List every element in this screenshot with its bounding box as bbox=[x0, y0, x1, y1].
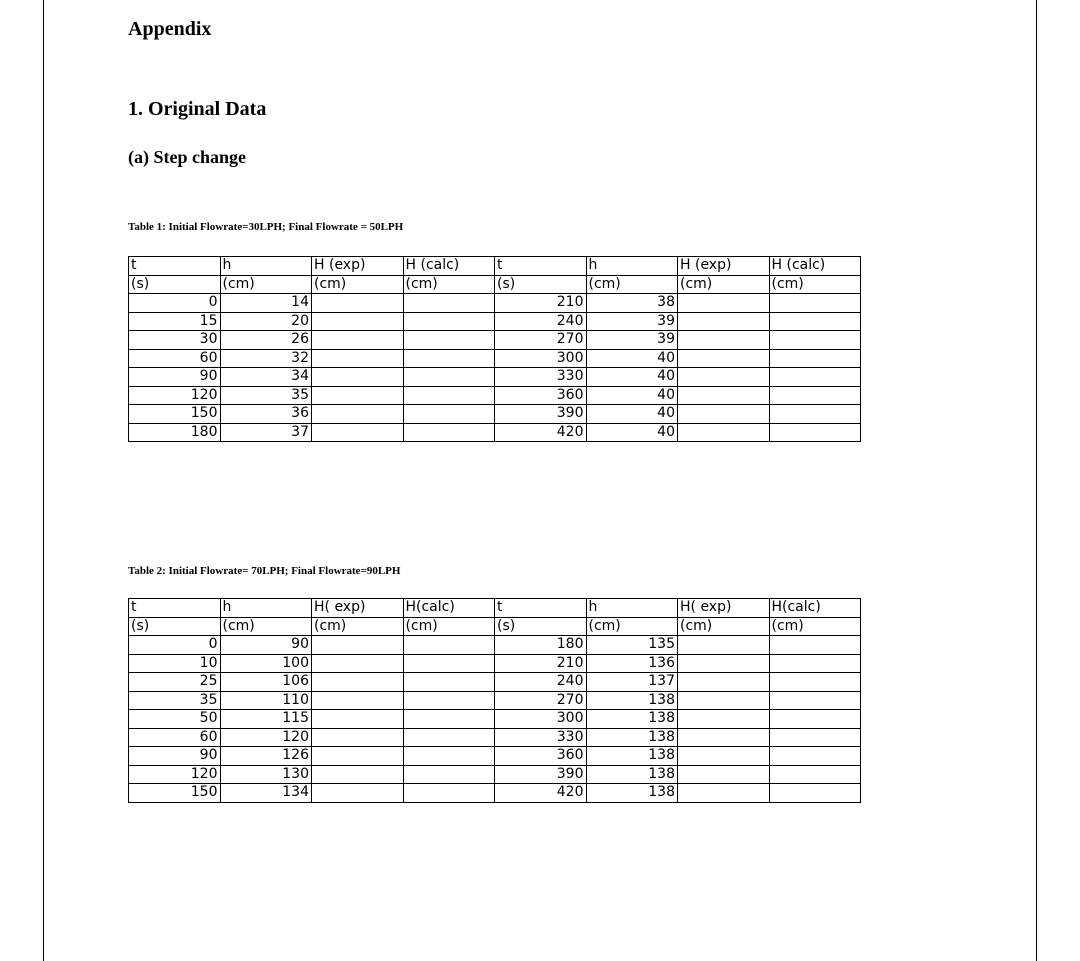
table-cell: 60 bbox=[129, 349, 221, 368]
table-cell bbox=[312, 331, 404, 350]
table-cell bbox=[769, 368, 861, 387]
table-cell: 115 bbox=[220, 710, 312, 729]
table-cell: 420 bbox=[495, 423, 587, 442]
table-cell bbox=[678, 747, 770, 766]
table-cell bbox=[312, 765, 404, 784]
table-cell: 134 bbox=[220, 784, 312, 803]
table-cell: 36 bbox=[220, 405, 312, 424]
table-cell bbox=[769, 312, 861, 331]
table-cell bbox=[312, 784, 404, 803]
table2-units-cell: (cm) bbox=[403, 617, 495, 636]
table-cell: 300 bbox=[495, 349, 587, 368]
table-cell: 210 bbox=[495, 294, 587, 313]
table-cell bbox=[678, 765, 770, 784]
table-cell: 210 bbox=[495, 654, 587, 673]
table2-units-cell: (cm) bbox=[586, 617, 678, 636]
table-cell: 90 bbox=[129, 368, 221, 387]
table-cell bbox=[312, 710, 404, 729]
table-cell bbox=[769, 728, 861, 747]
table-cell bbox=[312, 728, 404, 747]
table-cell bbox=[403, 765, 495, 784]
table-cell: 138 bbox=[586, 728, 678, 747]
table-cell bbox=[678, 691, 770, 710]
table2-units-cell: (cm) bbox=[220, 617, 312, 636]
table-cell bbox=[403, 368, 495, 387]
table-cell: 135 bbox=[586, 636, 678, 655]
table-row bbox=[129, 312, 861, 331]
table-cell: 0 bbox=[129, 636, 221, 655]
table1-units-cell: (s) bbox=[495, 275, 587, 294]
table1-units-cell: (cm) bbox=[312, 275, 404, 294]
table-cell: 138 bbox=[586, 710, 678, 729]
table1-header-cell: h bbox=[586, 257, 678, 276]
table-row bbox=[129, 349, 861, 368]
table-row bbox=[129, 331, 861, 350]
table1-units-cell: (cm) bbox=[220, 275, 312, 294]
table2-header-cell: H( exp) bbox=[678, 599, 770, 618]
table-cell bbox=[769, 331, 861, 350]
table-cell: 300 bbox=[495, 710, 587, 729]
table-row bbox=[129, 386, 861, 405]
table-cell: 40 bbox=[586, 386, 678, 405]
table-cell: 15 bbox=[129, 312, 221, 331]
table-cell bbox=[403, 312, 495, 331]
table1-header-cell: H (calc) bbox=[403, 257, 495, 276]
table-cell: 390 bbox=[495, 405, 587, 424]
table1-header-cell: t bbox=[129, 257, 221, 276]
table1-caption: Table 1: Initial Flowrate=30LPH; Final Flowrate = 50LPH bbox=[128, 221, 404, 233]
table-cell: 38 bbox=[586, 294, 678, 313]
table-cell: 39 bbox=[586, 312, 678, 331]
table-cell bbox=[403, 331, 495, 350]
table-row bbox=[129, 710, 861, 729]
table-cell: 270 bbox=[495, 331, 587, 350]
table-cell bbox=[769, 405, 861, 424]
table-row bbox=[129, 294, 861, 313]
table-cell bbox=[769, 654, 861, 673]
table1-units-cell: (cm) bbox=[678, 275, 770, 294]
table-cell bbox=[678, 673, 770, 692]
table-cell bbox=[769, 423, 861, 442]
table-cell: 150 bbox=[129, 405, 221, 424]
table2 bbox=[128, 598, 861, 803]
table2-header-cell: H( exp) bbox=[312, 599, 404, 618]
table-cell bbox=[678, 654, 770, 673]
table2-header-cell: H(calc) bbox=[403, 599, 495, 618]
table-cell bbox=[312, 368, 404, 387]
section-title: 1. Original Data bbox=[128, 98, 267, 120]
table2-header-cell: H(calc) bbox=[769, 599, 861, 618]
table-cell: 35 bbox=[129, 691, 221, 710]
table-cell bbox=[312, 654, 404, 673]
table-cell: 270 bbox=[495, 691, 587, 710]
table2-units-cell: (cm) bbox=[769, 617, 861, 636]
table-cell: 120 bbox=[220, 728, 312, 747]
table-cell bbox=[312, 294, 404, 313]
table-cell: 138 bbox=[586, 691, 678, 710]
table-row bbox=[129, 636, 861, 655]
table2-units-cell: (cm) bbox=[312, 617, 404, 636]
table-cell: 240 bbox=[495, 312, 587, 331]
table-cell: 180 bbox=[129, 423, 221, 442]
table-cell bbox=[403, 728, 495, 747]
table-cell: 120 bbox=[129, 386, 221, 405]
table-cell bbox=[769, 386, 861, 405]
table-row bbox=[129, 423, 861, 442]
table-cell: 420 bbox=[495, 784, 587, 803]
table-cell bbox=[403, 710, 495, 729]
table-cell bbox=[403, 405, 495, 424]
table-cell bbox=[312, 386, 404, 405]
table-cell bbox=[678, 784, 770, 803]
table-cell: 40 bbox=[586, 405, 678, 424]
subsection-title: (a) Step change bbox=[128, 147, 246, 167]
table-cell bbox=[678, 386, 770, 405]
table2-caption: Table 2: Initial Flowrate= 70LPH; Final Flowrate=90LPH bbox=[128, 565, 401, 577]
table1 bbox=[128, 256, 861, 442]
table-cell bbox=[403, 294, 495, 313]
table-cell: 26 bbox=[220, 331, 312, 350]
table-cell: 34 bbox=[220, 368, 312, 387]
table-cell bbox=[769, 349, 861, 368]
table-cell: 150 bbox=[129, 784, 221, 803]
table1-units-cell: (s) bbox=[129, 275, 221, 294]
table-cell: 35 bbox=[220, 386, 312, 405]
table-cell: 40 bbox=[586, 368, 678, 387]
table-cell bbox=[769, 765, 861, 784]
table-cell: 360 bbox=[495, 747, 587, 766]
table-cell: 60 bbox=[129, 728, 221, 747]
table-cell bbox=[769, 673, 861, 692]
table-cell bbox=[403, 654, 495, 673]
table-row bbox=[129, 765, 861, 784]
table2-units-cell: (cm) bbox=[678, 617, 770, 636]
table-cell: 0 bbox=[129, 294, 221, 313]
table-cell: 138 bbox=[586, 747, 678, 766]
table1-header-cell: t bbox=[495, 257, 587, 276]
table-cell: 100 bbox=[220, 654, 312, 673]
table-cell bbox=[678, 312, 770, 331]
table-cell bbox=[678, 728, 770, 747]
table-cell bbox=[403, 349, 495, 368]
table1-header-cell: H (exp) bbox=[312, 257, 404, 276]
table-cell bbox=[678, 368, 770, 387]
table2-header-row bbox=[129, 599, 861, 618]
table-cell bbox=[678, 636, 770, 655]
table1-header-cell: h bbox=[220, 257, 312, 276]
table-cell bbox=[678, 423, 770, 442]
table-cell: 126 bbox=[220, 747, 312, 766]
table-cell bbox=[769, 747, 861, 766]
table-cell: 50 bbox=[129, 710, 221, 729]
table-row bbox=[129, 673, 861, 692]
table-cell bbox=[312, 673, 404, 692]
table-cell bbox=[312, 405, 404, 424]
table-cell bbox=[312, 747, 404, 766]
table2-header-cell: t bbox=[129, 599, 221, 618]
table-cell bbox=[403, 386, 495, 405]
table-cell bbox=[678, 349, 770, 368]
table-cell: 90 bbox=[220, 636, 312, 655]
table-cell bbox=[403, 691, 495, 710]
table-cell bbox=[403, 423, 495, 442]
table2-header-cell: t bbox=[495, 599, 587, 618]
table-cell: 25 bbox=[129, 673, 221, 692]
table-cell bbox=[403, 636, 495, 655]
table1-units-cell: (cm) bbox=[403, 275, 495, 294]
table-row bbox=[129, 368, 861, 387]
table-cell bbox=[678, 294, 770, 313]
table-cell: 90 bbox=[129, 747, 221, 766]
table-row bbox=[129, 728, 861, 747]
table2-units-cell: (s) bbox=[495, 617, 587, 636]
table-cell: 14 bbox=[220, 294, 312, 313]
table1-units-cell: (cm) bbox=[586, 275, 678, 294]
table-cell: 390 bbox=[495, 765, 587, 784]
table-row bbox=[129, 747, 861, 766]
table-cell: 10 bbox=[129, 654, 221, 673]
table-cell: 106 bbox=[220, 673, 312, 692]
table-cell bbox=[769, 784, 861, 803]
table-cell: 130 bbox=[220, 765, 312, 784]
table1-units-row bbox=[129, 275, 861, 294]
table-cell: 39 bbox=[586, 331, 678, 350]
table-cell: 120 bbox=[129, 765, 221, 784]
table-cell bbox=[769, 636, 861, 655]
table-cell bbox=[403, 784, 495, 803]
table-cell: 137 bbox=[586, 673, 678, 692]
table-cell: 330 bbox=[495, 728, 587, 747]
table-cell: 330 bbox=[495, 368, 587, 387]
table-cell: 136 bbox=[586, 654, 678, 673]
table-row bbox=[129, 654, 861, 673]
table-row bbox=[129, 784, 861, 803]
table-cell: 40 bbox=[586, 349, 678, 368]
page-border-left bbox=[43, 0, 44, 961]
table1-header-cell: H (calc) bbox=[769, 257, 861, 276]
table-cell: 20 bbox=[220, 312, 312, 331]
table2-units-cell: (s) bbox=[129, 617, 221, 636]
table-cell: 37 bbox=[220, 423, 312, 442]
table-cell: 30 bbox=[129, 331, 221, 350]
table-cell: 32 bbox=[220, 349, 312, 368]
table-cell bbox=[403, 673, 495, 692]
table-cell: 180 bbox=[495, 636, 587, 655]
table-cell: 138 bbox=[586, 784, 678, 803]
appendix-heading: Appendix bbox=[128, 18, 212, 40]
table2-header-cell: h bbox=[220, 599, 312, 618]
table2-units-row bbox=[129, 617, 861, 636]
table-cell: 360 bbox=[495, 386, 587, 405]
table-cell bbox=[312, 636, 404, 655]
table1-header-cell: H (exp) bbox=[678, 257, 770, 276]
table-cell: 40 bbox=[586, 423, 678, 442]
page-border-right bbox=[1036, 0, 1037, 961]
table-cell: 110 bbox=[220, 691, 312, 710]
table-cell bbox=[312, 349, 404, 368]
table-cell bbox=[678, 405, 770, 424]
table-row bbox=[129, 691, 861, 710]
table2-header-cell: h bbox=[586, 599, 678, 618]
table-cell bbox=[403, 747, 495, 766]
table-cell bbox=[312, 312, 404, 331]
table-cell: 240 bbox=[495, 673, 587, 692]
table-cell bbox=[769, 294, 861, 313]
table-row bbox=[129, 405, 861, 424]
table-cell: 138 bbox=[586, 765, 678, 784]
table1-units-cell: (cm) bbox=[769, 275, 861, 294]
table-cell bbox=[678, 331, 770, 350]
table-cell bbox=[312, 423, 404, 442]
table-cell bbox=[678, 710, 770, 729]
table-cell bbox=[769, 691, 861, 710]
table1-header-row bbox=[129, 257, 861, 276]
table-cell bbox=[769, 710, 861, 729]
table-cell bbox=[312, 691, 404, 710]
